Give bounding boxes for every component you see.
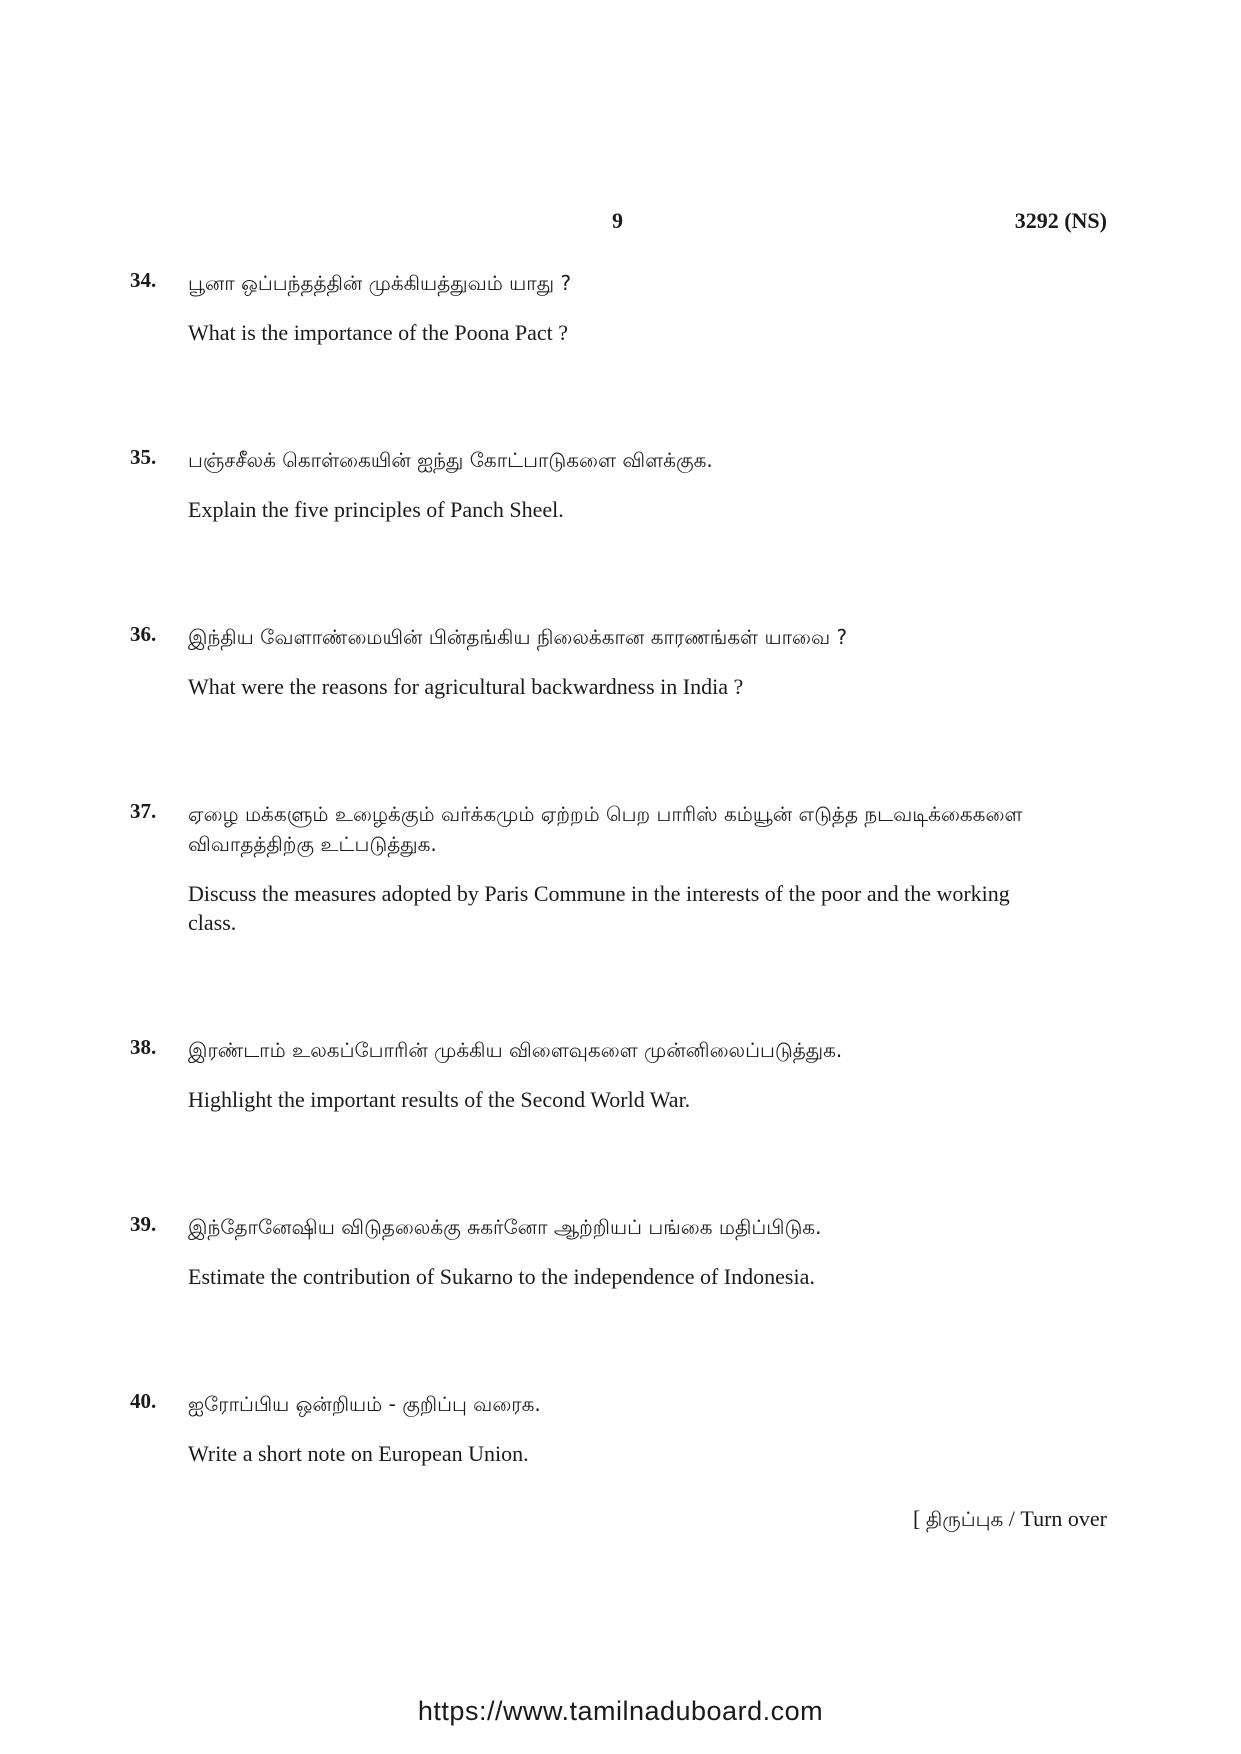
question-text-tamil: இந்தோனேஷிய விடுதலைக்கு சுகர்னோ ஆற்றியப் பங்கை மதிப்பிடுக. xyxy=(188,1215,822,1239)
question-number: 34. xyxy=(130,268,157,292)
question-number: 36. xyxy=(130,622,157,646)
question-text-tamil: இரண்டாம் உலகப்போரின் முக்கிய விளைவுகளை முன்னிலைப்படுத்துக. xyxy=(188,1038,843,1062)
question-number: 39. xyxy=(130,1212,157,1236)
question-text-english: What is the importance of the Poona Pact ? xyxy=(188,320,568,345)
question-text-english: Write a short note on European Union. xyxy=(188,1441,529,1466)
question-number: 37. xyxy=(130,799,157,823)
paper-code: 3292 (NS) xyxy=(1014,208,1107,233)
question-text-tamil: பூனா ஒப்பந்தத்தின் முக்கியத்துவம் யாது ? xyxy=(188,271,572,295)
turn-over-english: / Turn over xyxy=(1003,1506,1107,1531)
turn-over-note xyxy=(913,1506,1107,1534)
question-text-english: Discuss the measures adopted by Paris Commune in the interests of the poor and the working class. xyxy=(188,881,1010,935)
turn-over-tamil: திருப்புக xyxy=(925,1507,1004,1531)
question-text-english: What were the reasons for agricultural backwardness in India ? xyxy=(188,674,744,699)
question-text-tamil: இந்திய வேளாண்மையின் பின்தங்கிய நிலைக்கான காரணங்கள் யாவை ? xyxy=(188,625,848,649)
question-number: 35. xyxy=(130,445,157,469)
question-text-tamil: பஞ்சசீலக் கொள்கையின் ஐந்து கோட்பாடுகளை விளக்குக. xyxy=(188,448,713,472)
page-number: 9 xyxy=(612,208,623,233)
question-text-english: Estimate the contribution of Sukarno to the independence of Indonesia. xyxy=(188,1264,815,1289)
footer-url: https://www.tamilnaduboard.com xyxy=(417,1696,824,1726)
question-text-english: Explain the five principles of Panch Sheel. xyxy=(188,497,564,522)
turn-over-bracket: [ xyxy=(912,1506,926,1531)
question-number: 38. xyxy=(130,1035,157,1059)
question-text-english: Highlight the important results of the Second World War. xyxy=(188,1087,691,1112)
question-text-tamil: ஏழை மக்களும் உழைக்கும் வர்க்கமும் ஏற்றம் பெற பாரிஸ் கம்யூன் எடுத்த நடவடிக்கைகளை விவாதத்திற்கு உட்படுத்துக. xyxy=(188,802,1023,856)
question-text-tamil: ஐரோப்பிய ஒன்றியம் - குறிப்பு வரைக. xyxy=(188,1392,541,1416)
question-number: 40. xyxy=(130,1389,157,1413)
